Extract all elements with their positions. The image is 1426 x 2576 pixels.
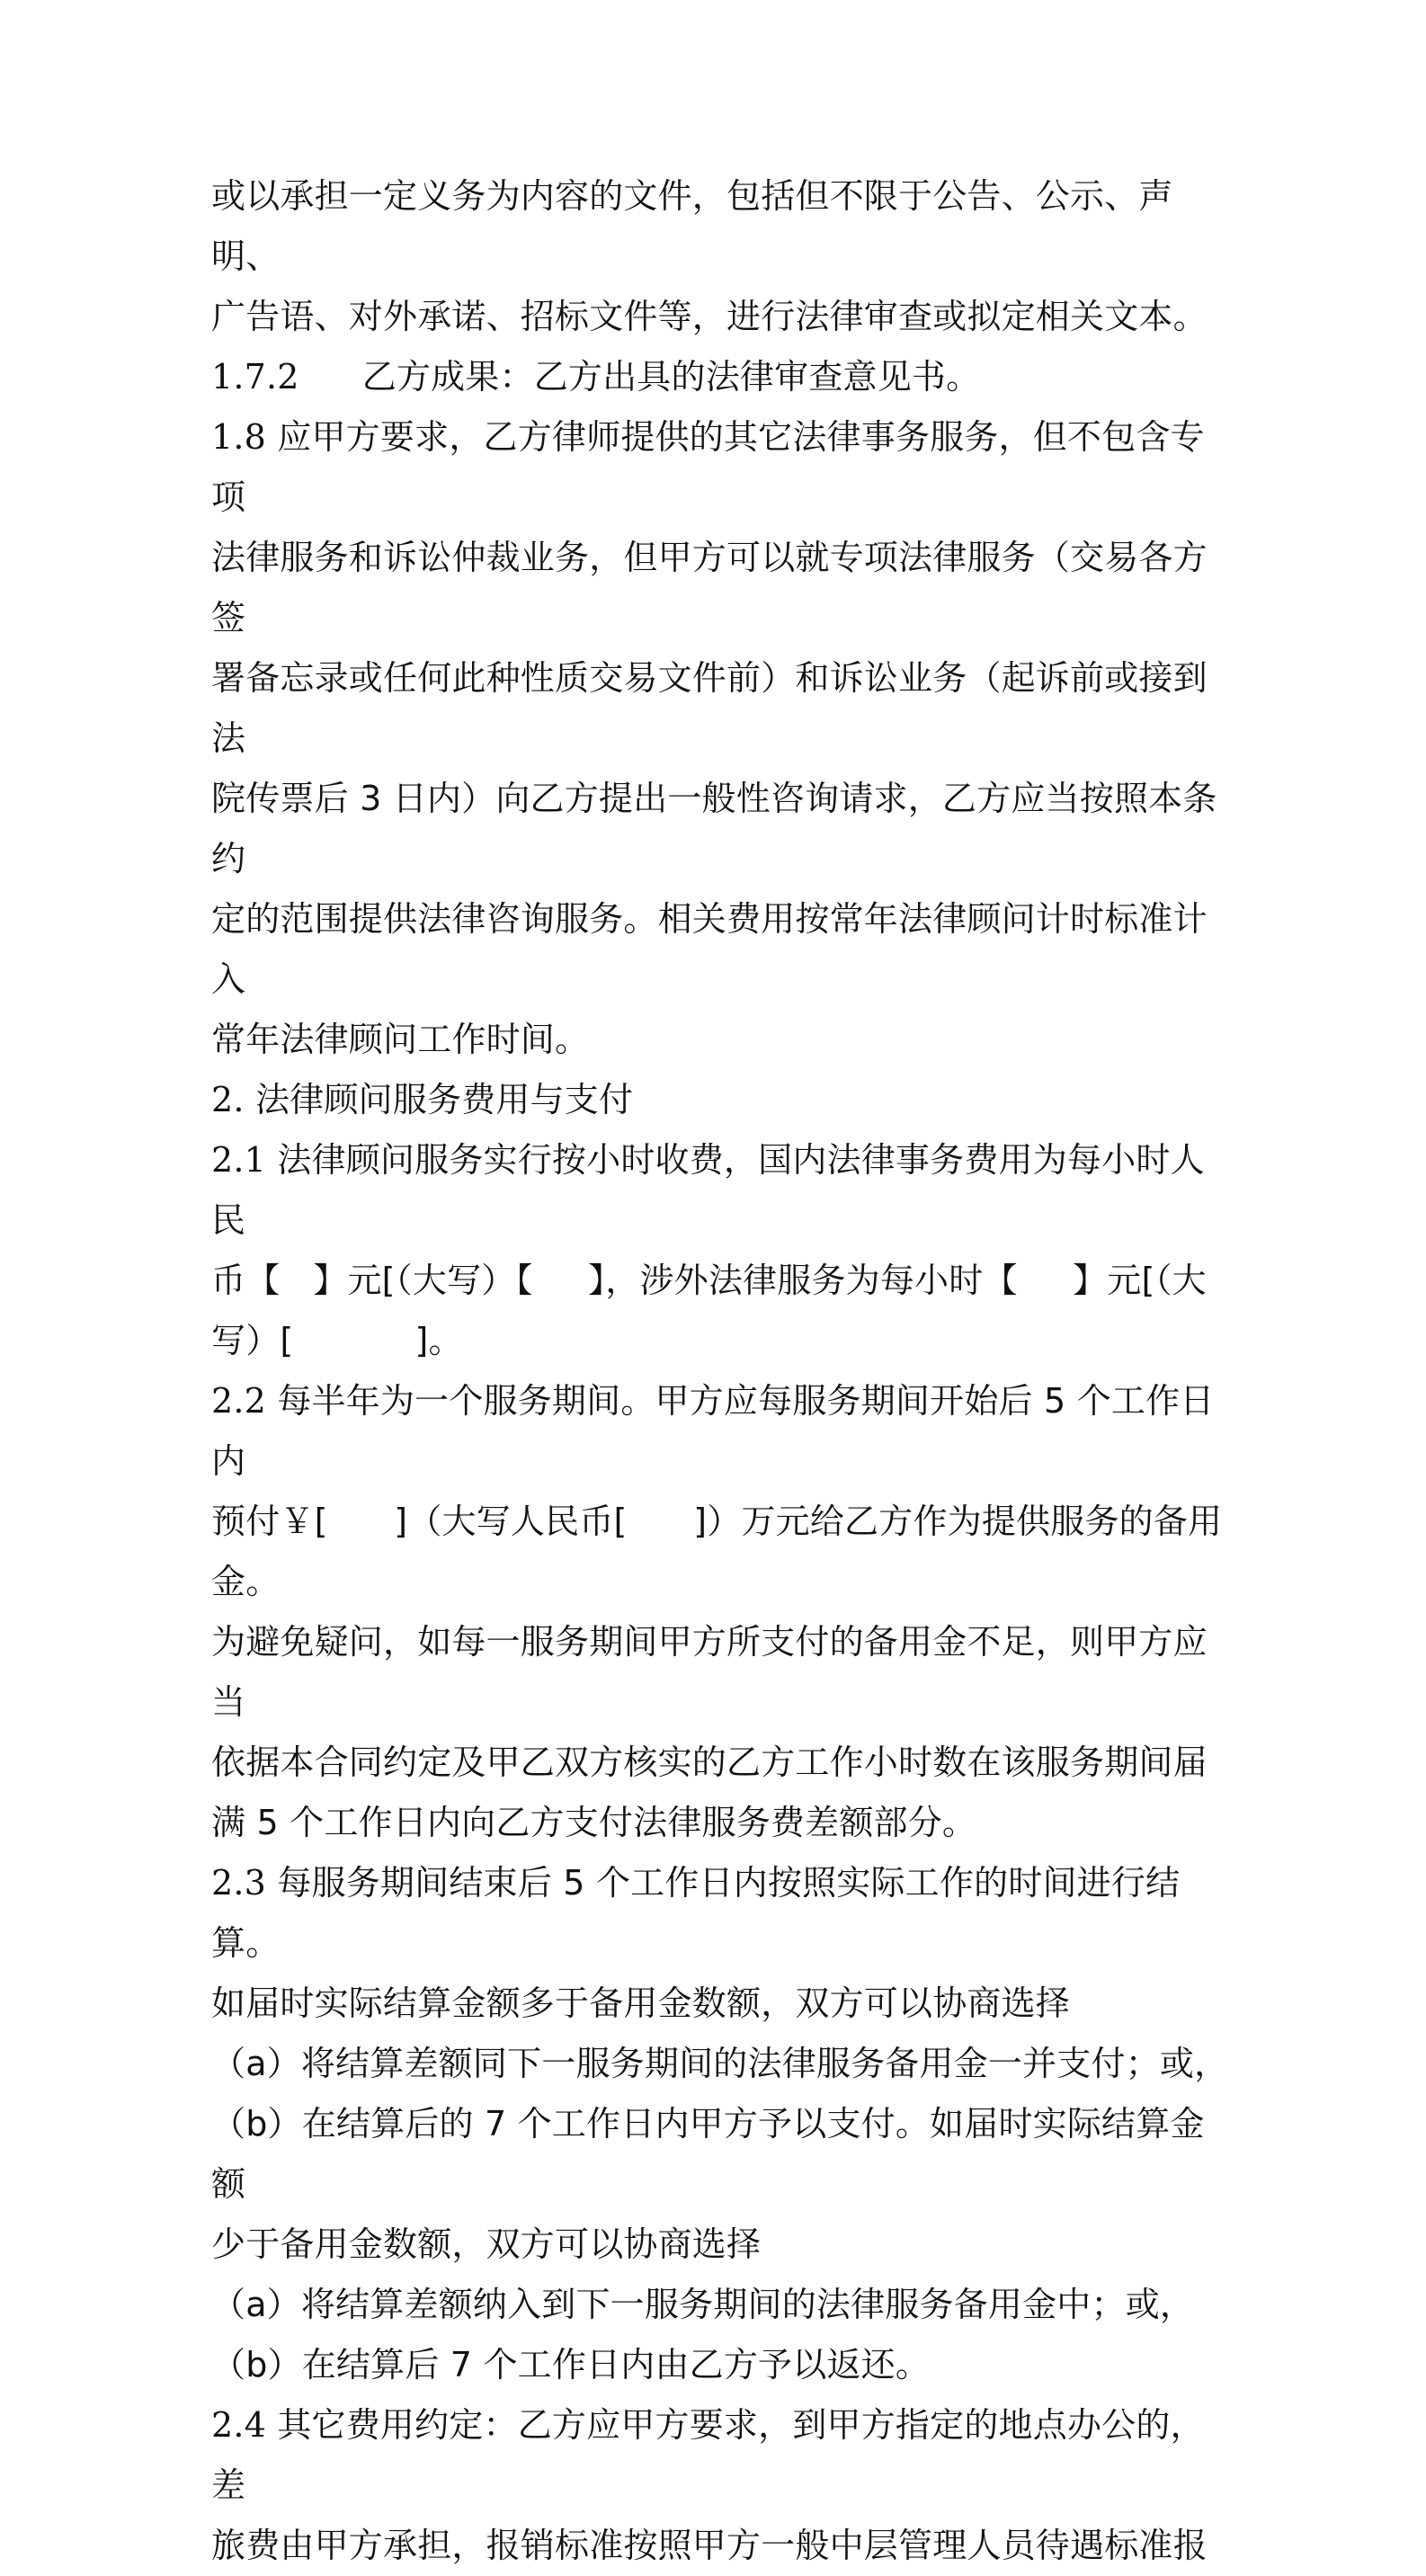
clause-number: 1.8 (211, 417, 267, 457)
paragraph-line (211, 287, 1232, 347)
paragraph-line (211, 1492, 1232, 1612)
line-text: 为避免疑问，如每一服务期间甲方所支付的备用金不足，则甲方应当 (211, 1622, 1208, 1722)
line-text: 定的范围提供法律咨询服务。相关费用按常年法律顾问计时标准计入 (211, 899, 1208, 999)
line-text: 院传票后 3 日内）向乙方提出一般性咨询请求，乙方应当按照本条约 (211, 779, 1217, 878)
line-text: 如届时实际结算金额多于备用金数额，双方可以协商选择 (211, 1983, 1071, 2023)
line-text: 或以承担一定义务为内容的文件，包括但不限于公告、公示、声明、 (211, 176, 1173, 276)
line-text: 每服务期间结束后 5 个工作日内按照实际工作的时间进行结算。 (211, 1863, 1181, 1963)
line-text: 预付￥[ ]（大写人民币[ ]）万元给乙方作为提供服务的备用金。 (211, 1502, 1223, 1601)
clause-number: 2.2 (211, 1381, 267, 1421)
paragraph-line (211, 2395, 1232, 2516)
paragraph-line (211, 1733, 1232, 1793)
line-text: 币【 】元[（大写）【 】，涉外法律服务为每小时【 】元[（大 (211, 1261, 1207, 1300)
clause-number: 2.4 (211, 2405, 267, 2445)
line-text: 署备忘录或任何此种性质交易文件前）和诉讼业务（起诉前或接到法 (211, 658, 1208, 758)
paragraph-line (211, 889, 1232, 1010)
line-text: 法律服务和诉讼仲裁业务，但甲方可以就专项法律服务（交易各方签 (211, 538, 1208, 637)
paragraph-line (211, 2516, 1232, 2576)
line-text: 写）[ ]。 (211, 1321, 463, 1360)
paragraph-line (211, 1311, 1232, 1371)
clause-number: 2.1 (211, 1140, 267, 1180)
line-text: 其它费用约定：乙方应甲方要求，到甲方指定的地点办公的，差 (211, 2405, 1205, 2505)
paragraph-line (211, 1793, 1232, 1853)
paragraph-line (211, 1853, 1232, 1974)
line-text: 法律顾问服务实行按小时收费，国内法律事务费用为每小时人民 (211, 1140, 1205, 1240)
paragraph-line (211, 1974, 1232, 2034)
paragraph-line (211, 347, 1232, 407)
paragraph-line (211, 166, 1232, 287)
paragraph-line (211, 1371, 1232, 1492)
line-text: 应甲方要求，乙方律师提供的其它法律事务服务，但不包含专项 (211, 417, 1205, 517)
line-text: 乙方成果：乙方出具的法律审查意见书。 (361, 357, 981, 397)
line-text: 广告语、对外承诺、招标文件等，进行法律审查或拟定相关文本。 (211, 297, 1208, 336)
line-text: 常年法律顾问工作时间。 (211, 1020, 590, 1059)
section-title: 法律顾问服务费用与支付 (254, 1080, 634, 1119)
line-text: （a）将结算差额纳入到下一服务期间的法律服务备用金中；或， (211, 2285, 1195, 2324)
section-heading (211, 1070, 1232, 1130)
paragraph-line (211, 769, 1232, 889)
paragraph-line (211, 1251, 1232, 1311)
paragraph-line (211, 648, 1232, 769)
line-text: 满 5 个工作日内向乙方支付法律服务费差额部分。 (211, 1803, 977, 1842)
line-text: 每半年为一个服务期间。甲方应每服务期间开始后 5 个工作日内 (211, 1381, 1215, 1481)
document-body (211, 166, 1232, 2576)
option-line (211, 2094, 1232, 2215)
section-number: 2. (211, 1080, 245, 1119)
clause-number: 1.7.2 (211, 357, 299, 397)
option-line (211, 2275, 1232, 2335)
line-text: 旅费由甲方承担，报销标准按照甲方一般中层管理人员待遇标准报 (211, 2526, 1208, 2565)
paragraph-line (211, 1010, 1232, 1070)
clause-number: 2.3 (211, 1863, 267, 1903)
paragraph-line (211, 2215, 1232, 2275)
line-text: 依据本合同约定及甲乙双方核实的乙方工作小时数在该服务期间届 (211, 1743, 1208, 1782)
option-line (211, 2034, 1232, 2094)
paragraph-line (211, 407, 1232, 528)
option-line (211, 2335, 1232, 2395)
paragraph-line (211, 1130, 1232, 1251)
line-text: （b）在结算后的 7 个工作日内甲方予以支付。如届时实际结算金额 (211, 2104, 1205, 2204)
paragraph-line (211, 528, 1232, 648)
paragraph-line (211, 1612, 1232, 1733)
line-text: （a）将结算差额同下一服务期间的法律服务备用金一并支付；或， (211, 2044, 1229, 2083)
line-text: （b）在结算后 7 个工作日内由乙方予以返还。 (211, 2345, 931, 2384)
line-text: 少于备用金数额，双方可以协商选择 (211, 2224, 762, 2264)
